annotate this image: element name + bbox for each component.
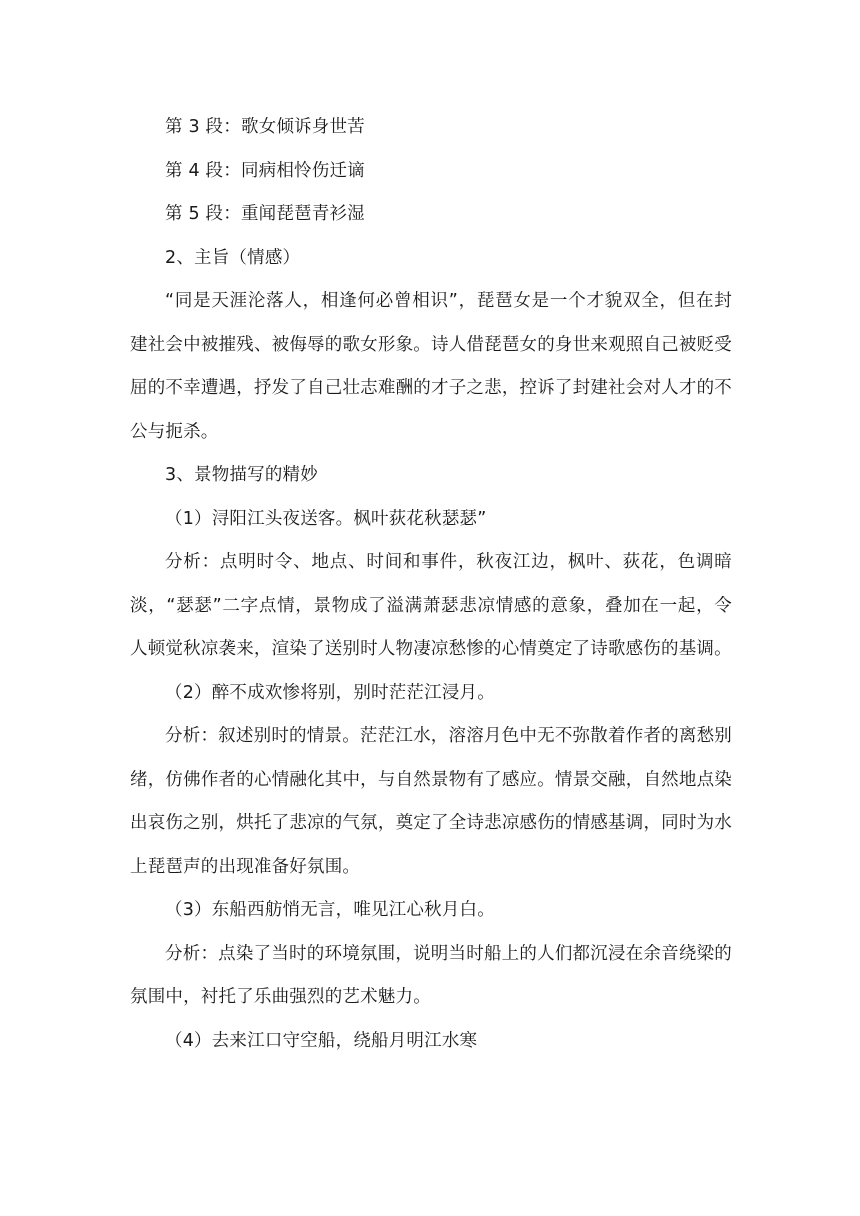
verse-2: （2）醉不成欢惨将别，别时茫茫江浸月。 <box>165 682 495 703</box>
verse-4: （4）去来江口守空船，绕船月明江水寒 <box>165 1030 478 1051</box>
outline-item-4: 第 4 段：同病相怜伤迁谪 <box>165 160 365 181</box>
verse-1: （1）浔阳江头夜送客。枫叶荻花秋瑟瑟” <box>165 508 487 529</box>
theme-paragraph: “同是天涯沦落人，相逢何必曾相识”，琵琶女是一个才貌双全，但在封建社会中被摧残、被侮辱的歌女形象。诗人借琵琶女的身世来观照自己被贬受屈的不幸遭遇，抒发了自己壮志难酬的才子之悲，控诉了封建社会对人才的不公与扼杀。 <box>130 291 732 442</box>
section-heading-theme: 2、主旨（情感） <box>165 247 301 268</box>
document-body <box>130 106 732 1063</box>
analysis-1: 分析：点明时令、地点、时间和事件，秋夜江边，枫叶、荻花，色调暗淡，“瑟瑟”二字点情，景物成了溢满萧瑟悲凉情感的意象，叠加在一起，令人顿觉秋凉袭来，渲染了送别时人物凄凉愁惨的心情奠定了诗歌感伤的基调。 <box>130 552 732 659</box>
analysis-3: 分析：点染了当时的环境氛围，说明当时船上的人们都沉浸在余音绕梁的氛围中，衬托了乐曲强烈的艺术魅力。 <box>130 943 732 1007</box>
section-heading-scenery: 3、景物描写的精妙 <box>165 465 318 485</box>
outline-item-5: 第 5 段：重闻琵琶青衫湿 <box>165 204 365 224</box>
outline-item-3: 第 3 段：歌女倾诉身世苦 <box>165 117 365 137</box>
verse-3: （3）东船西舫悄无言，唯见江心秋月白。 <box>165 900 495 920</box>
analysis-2: 分析：叙述别时的情景。茫茫江水，溶溶月色中无不弥散着作者的离愁别绪，仿佛作者的心情融化其中，与自然景物有了感应。情景交融，自然地点染出哀伤之别，烘托了悲凉的气氛，奠定了全诗悲凉感伤的情感基调，同时为水上琵琶声的出现准备好氛围。 <box>130 726 732 877</box>
